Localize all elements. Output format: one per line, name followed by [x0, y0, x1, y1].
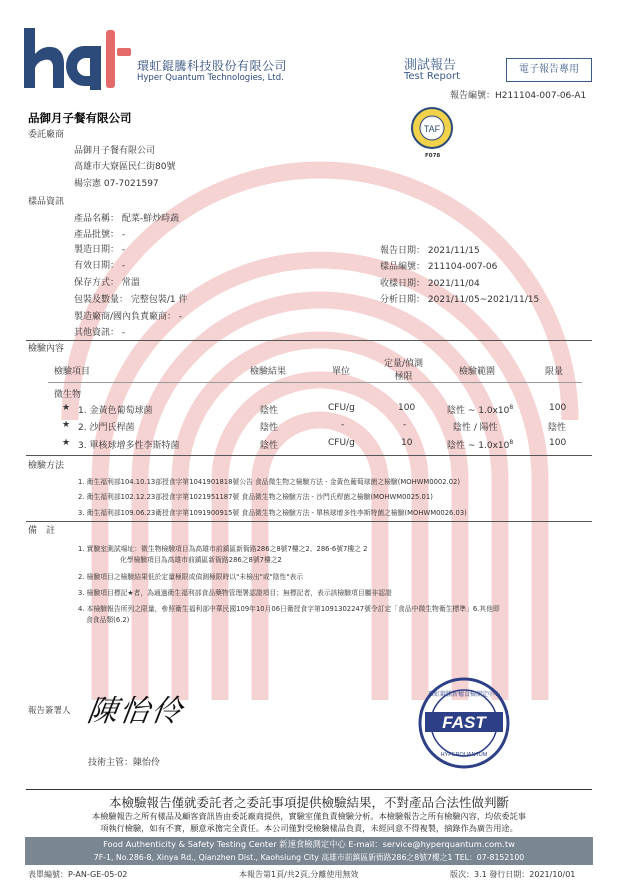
- test-item: 1. 金黃色葡萄球菌: [78, 406, 153, 416]
- test-group-label: 微生物: [54, 390, 82, 400]
- remark-item: 4. 本檢驗報告所列之限量，參照衛生福利部中華民國109年10月06日衛授食字第1091302247號令訂定「食品中微生物衛生標準」6.其他即: [78, 605, 500, 613]
- sample-field: 製造日期： -: [74, 245, 126, 255]
- report-number: [450, 88, 586, 101]
- test-result: 陰性: [260, 423, 279, 433]
- remark-item: 3. 檢驗項目標記★者，為通過衛生福利部食品藥物管理署認證項目；無標記者，表示該檢驗項目屬非認證: [78, 589, 392, 597]
- remark-item: 食食品類(6.2): [86, 616, 130, 624]
- report-title-zh: 測試報告: [404, 58, 457, 73]
- col-header-result: 檢驗結果: [250, 367, 287, 377]
- methods-section-label: 檢驗方法: [28, 461, 65, 471]
- col-header-limit: 限量: [545, 367, 564, 377]
- footer-contact-bar: Food Authenticity & Safety Testing Center 新速食檢測定中心 E-mail：service@hyperquantum.com.tw: [25, 837, 593, 851]
- test-item: 2. 沙門氏桿菌: [78, 423, 135, 433]
- company-name-zh: 環虹錕騰科技股份有限公司: [137, 59, 288, 73]
- accreditation-seal-icon: [410, 106, 454, 150]
- test-range: 陰性 ~ $1.0x10^8$: [447, 439, 514, 451]
- col-header-unit: 單位: [332, 367, 351, 377]
- test-range: 陰性 / 陽性: [453, 423, 498, 433]
- fast-seal-text: FAST: [442, 713, 486, 732]
- report-number-label: 報告編號：: [450, 91, 496, 101]
- disclaimer-title: 本檢驗報告僅就委託者之委託事項提供檢驗結果，不對產品合法性做判斷: [108, 795, 509, 810]
- remark-item: 1. 實驗室測試場址：微生物檢驗項目為高雄市前鎮區新衙路286之8號7樓之2、286-6號7樓之 2: [78, 545, 368, 553]
- form-number: 表單編號：P-AN-GE-05-02: [28, 870, 128, 879]
- sample-field: 包裝及數量： 完整包裝/1 件: [74, 295, 188, 305]
- method-item: 2. 衛生福利部102.12.23部授食字第1021951187號 食品微生物之檢驗方法 - 沙門氏桿菌之檢驗(MOHWM0025.01): [78, 493, 433, 501]
- test-result: 陰性: [260, 406, 279, 416]
- hqt-logo: [24, 28, 132, 90]
- test-limit: 100: [549, 403, 567, 413]
- remark-item: 2. 檢驗項目之檢驗結果低於定量極限或偵測極限時以"未檢出"或"陰性"表示: [78, 573, 304, 581]
- sample-field: 製造廠商/國內負責廠商： -: [74, 312, 183, 322]
- client-name: 品御月子餐有限公司: [28, 111, 132, 125]
- supervisor-label: 技術主管：陳怡伶: [88, 758, 161, 768]
- sample-field: 保存方式： 常溫: [74, 278, 140, 288]
- results-section-label: 檢驗內容: [28, 344, 65, 354]
- analysis-date: 分析日期： 2021/11/05~2021/11/15: [380, 295, 540, 305]
- disclaimer-line: 本檢驗報告之所有樣品及顧客資訊皆由委託廠商提供，實驗室僅負責檢驗分析。本檢驗報告之所有檢驗內容，均依委託事: [92, 811, 526, 821]
- sample-section-label: 樣品資訊: [28, 197, 65, 207]
- company-name-en: Hyper Quantum Technologies, Ltd.: [137, 73, 284, 83]
- accredited-star-icon: ★: [62, 438, 71, 448]
- divider: [26, 455, 592, 456]
- test-item: 3. 單核球增多性李斯特菌: [78, 441, 180, 451]
- test-range: 陰性 ~ $1.0x10^8$: [447, 404, 514, 416]
- report-date: 報告日期： 2021/11/15: [380, 246, 480, 256]
- footer-address-bar: 7F-1, No.286-8, Xinya Rd., Qianzhen Dist., Kaohsiung City 高雄市前鎮區新衙路286之8號7樓之1 TEL：07-8152100: [25, 851, 593, 865]
- accredited-star-icon: ★: [62, 420, 71, 430]
- fast-seal-bottom-text: HYPERQUANTUM: [440, 752, 488, 758]
- handwritten-signature: 陳怡伶: [85, 694, 186, 729]
- client-address: 高雄市大寮區民仁街80號: [74, 162, 176, 172]
- test-limit: 陰性: [548, 423, 567, 433]
- sample-field: 產品批號： -: [74, 230, 126, 240]
- test-limit: 100: [549, 438, 567, 448]
- method-item: 1. 衛生福利部104.10.13部授食字第1041901818號公告 食品微生物之檢驗方法 - 金黃色葡萄球菌之檢驗(MOHWM0002.02): [78, 478, 461, 486]
- seal-code: F078: [425, 153, 441, 159]
- footer-divider: [26, 789, 592, 790]
- report-number-value: H211104-007-06-A1: [495, 91, 587, 101]
- report-title-en: Test Report: [404, 71, 461, 82]
- sample-field: 有效日期： -: [74, 261, 126, 271]
- remarks-section-label: 備 註: [28, 526, 56, 536]
- svg-text:TAF: TAF: [423, 124, 441, 134]
- sample-field: 其他資訊： -: [74, 328, 126, 338]
- col-header-range: 檢驗範圍: [459, 367, 496, 377]
- test-unit: CFU/g: [328, 403, 355, 413]
- divider: [26, 521, 592, 522]
- signer-label: 報告簽署人: [28, 706, 71, 716]
- col-header-loq: 定量/偵測 極限: [384, 359, 424, 382]
- version-info: 版次：3.1 發行日期：2021/10/01: [450, 870, 576, 879]
- test-loq: 100: [398, 403, 416, 413]
- test-result: 陰性: [260, 441, 279, 451]
- remark-item: 化學檢驗項目為高雄市前鎮區新衙路286之8號7樓之2: [120, 556, 282, 564]
- fast-seal-top-text: 環虹錕騰新穗食檢測定中心: [427, 691, 501, 698]
- client-contact: 楊宗憲 07-7021597: [74, 179, 159, 189]
- table-header-divider: [48, 382, 582, 383]
- accredited-star-icon: ★: [62, 403, 71, 413]
- method-item: 3. 衛生福利部109.06.23衛授食字第1091900915號 食品微生物之檢驗方法 - 單核球增多性李斯特菌之檢驗(MOHWM0026.03): [78, 509, 467, 517]
- client-company: 品御月子餐有限公司: [74, 146, 156, 156]
- test-unit: -: [341, 420, 345, 430]
- e-report-badge: 電子報告專用: [506, 58, 592, 82]
- test-loq: -: [403, 420, 407, 430]
- sample-field: 產品名稱： 配菜-鮮炒時蔬: [74, 214, 180, 224]
- test-unit: CFU/g: [328, 438, 355, 448]
- test-loq: 10: [401, 438, 413, 448]
- page-info: 本報告第1頁/共2頁,分離使用無效: [239, 870, 359, 879]
- receipt-date: 收樣日期： 2021/11/04: [380, 279, 480, 289]
- divider: [26, 340, 592, 341]
- col-header-item: 檢驗項目: [54, 367, 91, 377]
- fast-seal-icon: [417, 676, 511, 770]
- sample-number: 樣品編號： 211104-007-06: [380, 262, 498, 272]
- client-section-label: 委託廠商: [28, 130, 65, 140]
- disclaimer-line: 項執行檢驗，如有不實，願意承擔完全責任。本公司僅對受檢驗樣品負責，未經同意不得複製，摘錄作為廣告用途。: [100, 823, 518, 833]
